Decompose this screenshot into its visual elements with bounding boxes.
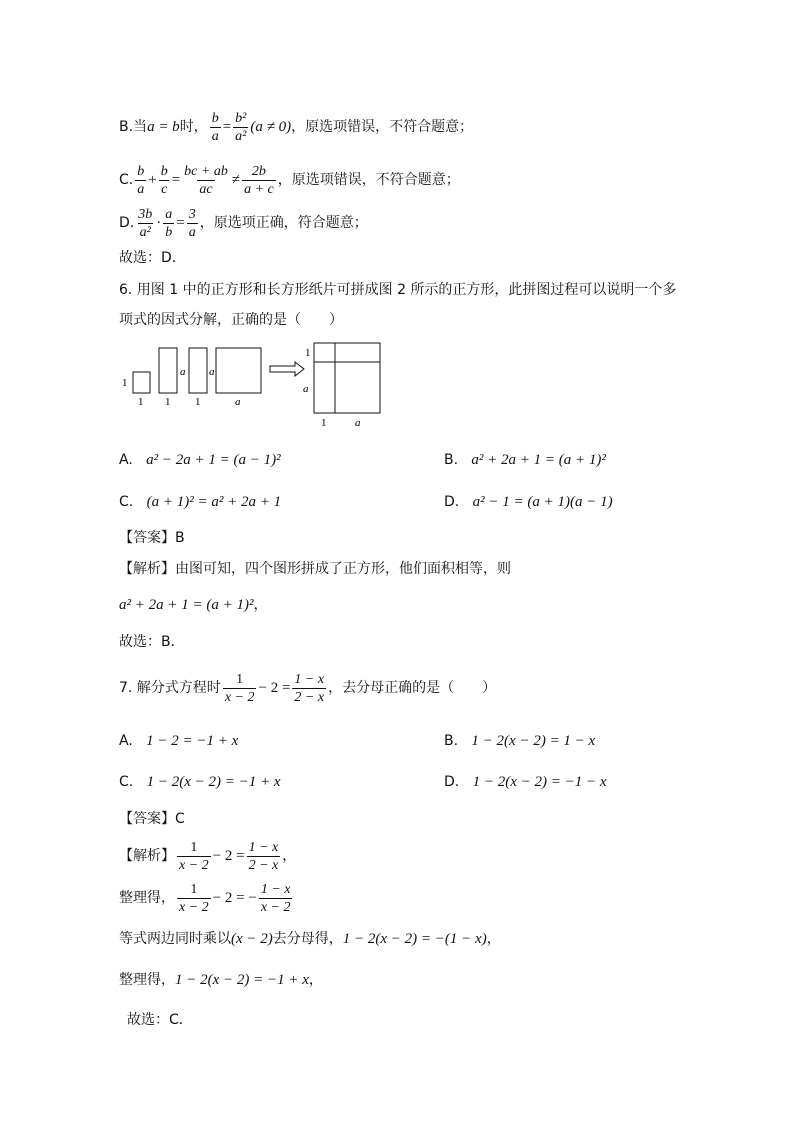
q6-option-b[interactable]: B. a² + 2a + 1 = (a + 1)² — [444, 452, 606, 468]
q7-step3: 等式两边同时乘以 (x − 2) 去分母得， 1 − 2(x − 2) = −(1 − x) ， — [119, 931, 501, 947]
fraction: $\frac{1 - x}{x - 2}$ — [260, 881, 291, 915]
line-b-cond: a = b — [147, 119, 180, 135]
fraction: $\frac{2b}{a + c}$ — [244, 163, 274, 197]
q6-option-a[interactable]: A. a² − 2a + 1 = (a − 1)² — [119, 452, 281, 468]
q7-option-a[interactable]: A. 1 − 2 = −1 + x — [119, 733, 239, 749]
fraction: $\frac{1}{x - 2}$ — [224, 671, 255, 705]
fig-label: a — [235, 396, 241, 408]
fraction: $\frac{a}{b}$ — [165, 206, 173, 240]
q6-equation: a² + 2a + 1 = (a + 1)² ， — [119, 597, 268, 613]
fraction: $\frac{b}{a}$ — [137, 163, 145, 197]
q7-pick: 故选：C． — [127, 1012, 193, 1028]
q7-answer: 【答案】C — [119, 811, 185, 827]
q6-pick: 故选：B． — [119, 634, 185, 650]
q7-option-c[interactable]: C. 1 − 2(x − 2) = −1 + x — [119, 774, 281, 790]
q6-line1: 6. 用图 1 中的正方形和长方形纸片可拼成图 2 所示的正方形，此拼图过程可以说明一个多 — [119, 282, 677, 298]
line-c: C. $\frac{b}{a}$ + $\frac{b}{c}$ = $\frac{bc + ab}{ac}$ ≠ $\frac{2b}{a + c}$ ，原选项错误，不符合题意； — [119, 163, 460, 197]
q6-option-c[interactable]: C. (a + 1)² = a² + 2a + 1 — [119, 494, 282, 510]
fig-label: 1 — [305, 347, 311, 359]
q7-stem: 7. 解分式方程时 $\frac{1}{x - 2}$ − 2 = $\frac{1 - x}{2 - x}$ ，去分母正确的是（ ） — [119, 671, 497, 705]
line-b: B.当 a = b 时， $\frac{b}{a}$ = $\frac{\text{b²}}{\text{a²}}$ (a ≠ 0) ，原选项错误，不符合题意； — [119, 110, 474, 144]
q6-figure — [119, 335, 389, 430]
fraction: $\frac{3b}{\text{a²}}$ — [138, 206, 153, 240]
q7-step1: 【解析】 $\frac{1}{x - 2}$ − 2 = $\frac{1 - x}{2 - x}$ ， — [119, 839, 297, 873]
fig-label: a — [209, 366, 215, 378]
q6-answer: 【答案】B — [119, 530, 185, 546]
q6-option-d[interactable]: D. a² − 1 = (a + 1)(a − 1) — [444, 494, 613, 510]
q6-line2: 项式的因式分解，正确的是（ ） — [119, 312, 343, 328]
fraction: $\frac{1 - x}{2 - x}$ — [248, 839, 279, 873]
fraction: $\frac{1}{x - 2}$ — [179, 839, 209, 873]
fraction: $\frac{1 - x}{2 - x}$ — [294, 671, 325, 705]
fraction: $\frac{3}{a}$ — [188, 206, 196, 240]
line-b-mid: 时， — [179, 119, 208, 135]
fig-label: 1 — [165, 396, 171, 408]
fraction: $\frac{bc + ab}{ac}$ — [184, 163, 228, 197]
line-b-prefix: B.当 — [119, 119, 148, 135]
fig-label: a — [355, 417, 361, 429]
fraction: $\frac{\text{b²}}{\text{a²}}$ — [235, 110, 247, 144]
fraction: $\frac{b}{c}$ — [160, 163, 168, 197]
fig-label: a — [180, 366, 186, 378]
fig-label: 1 — [321, 417, 327, 429]
fig-label: a — [303, 383, 309, 395]
line-d: D. $\frac{3b}{\text{a²}}$ · $\frac{a}{b}$ = $\frac{3}{a}$ ，原选项正确，符合题意； — [119, 206, 368, 240]
fig-label: 1 — [195, 396, 201, 408]
q7-step2: 整理得， $\frac{1}{x - 2}$ − 2 = − $\frac{1 - x}{x - 2}$ — [119, 881, 291, 915]
pick-5: 故选：D． — [119, 250, 186, 266]
fig-label: 1 — [138, 396, 144, 408]
q7-option-d[interactable]: D. 1 − 2(x − 2) = −1 − x — [444, 774, 607, 790]
q6-analysis: 【解析】 由图可知，四个图形拼成了正方形，他们面积相等，则 — [119, 561, 511, 577]
q7-option-b[interactable]: B. 1 − 2(x − 2) = 1 − x — [444, 733, 596, 749]
fig-label: 1 — [122, 377, 128, 389]
fraction: $\frac{1}{x - 2}$ — [179, 881, 209, 915]
fraction: $\frac{b}{a}$ — [211, 110, 219, 144]
arrow-icon — [270, 362, 304, 376]
q7-step4: 整理得， 1 − 2(x − 2) = −1 + x ， — [119, 972, 323, 988]
